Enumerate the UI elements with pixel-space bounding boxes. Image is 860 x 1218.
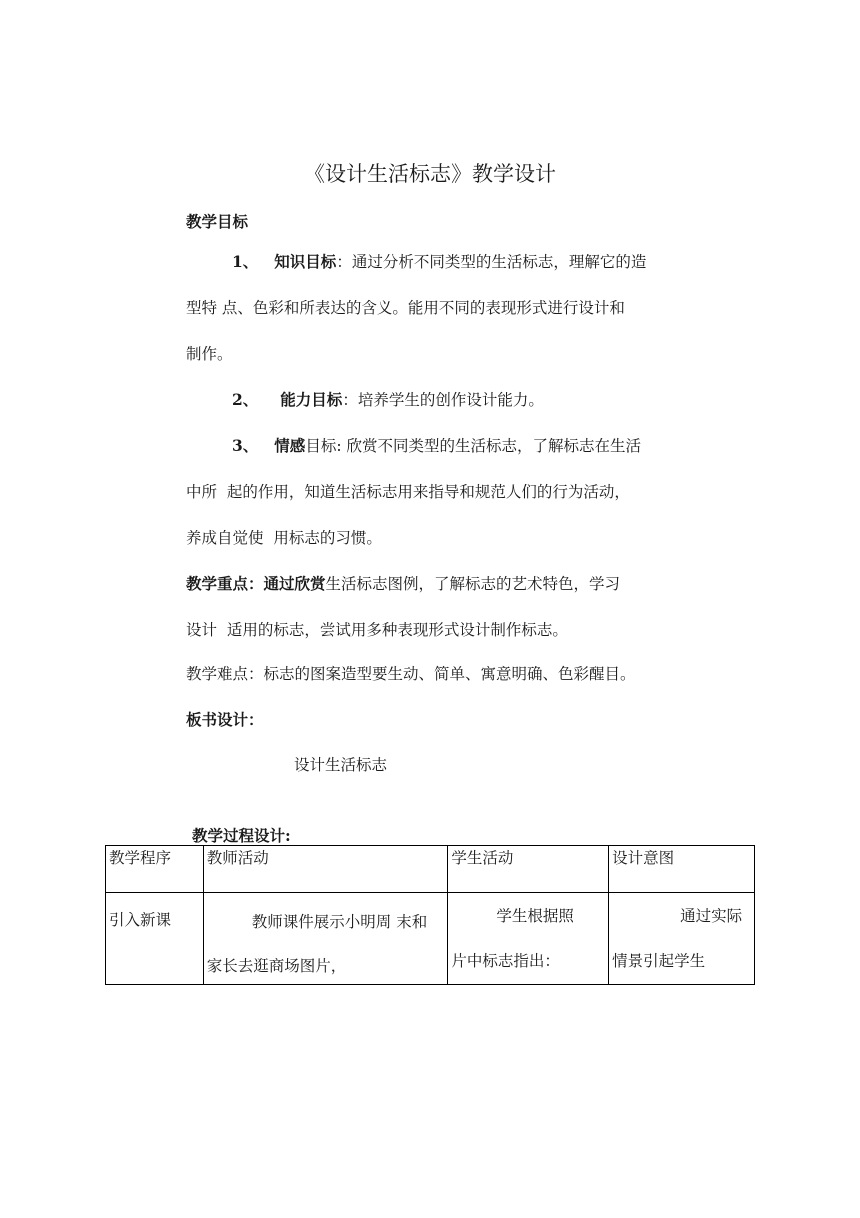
objective-2-colon: ： [342, 391, 358, 409]
teacher-line2: 家长去逛商场图片， [206, 957, 347, 975]
objective-3-line1 [232, 435, 641, 457]
table-header-row [106, 846, 755, 893]
board-heading: 板书设计： [186, 710, 264, 729]
page-title: 《设计生活标志》教学设计 [304, 162, 556, 186]
objective-1-label: 知识目标 [274, 252, 337, 271]
cell-student [448, 893, 609, 985]
objective-3-text: 欣赏不同类型的生活标志，了解标志在生活 [346, 437, 641, 455]
header-teacher: 教师活动 [203, 846, 448, 893]
intent-line1: 通过实际 [680, 907, 743, 925]
objective-1-line1 [232, 251, 646, 273]
objective-3-line2: 中所 起的作用，知道生活标志用来指导和规范人们的行为活动， [186, 483, 630, 501]
objective-2-label: 能力目标 [280, 390, 343, 409]
teacher-line1: 教师课件展示小明周 末和 [251, 913, 428, 931]
cell-teacher [203, 893, 448, 985]
board-content: 设计生活标志 [294, 756, 388, 774]
objective-3-number: 3、 [232, 436, 259, 455]
key-points-label: 教学重点：通过欣赏 [186, 574, 326, 593]
process-table [105, 845, 755, 985]
cell-stage [106, 893, 204, 985]
student-line2: 片中标志指出： [451, 952, 560, 970]
objective-2-number: 2、 [232, 390, 259, 409]
objective-3-line3: 养成自觉使 用标志的习惯。 [186, 529, 382, 547]
header-intent: 设计意图 [609, 846, 755, 893]
key-points-text: 生活标志图例，了解标志的艺术特色，学习 [325, 575, 621, 593]
process-heading: 教学过程设计: [192, 826, 291, 845]
key-points-line2: 设计 适用的标志，尝试用多种表现形式设计制作标志。 [186, 621, 568, 639]
objective-1-number: 1、 [232, 252, 259, 271]
student-line1: 学生根据照 [496, 907, 574, 925]
objective-1-colon: ： [336, 253, 352, 271]
objective-2-text: 培养学生的创作设计能力。 [357, 391, 544, 409]
objective-2 [232, 389, 544, 411]
header-student: 学生活动 [448, 846, 609, 893]
objective-3-label: 情感 [274, 436, 306, 455]
intent-line2: 情景引起学生 [612, 952, 706, 970]
objective-1-text: 通过分析不同类型的生活标志，理解它的造 [351, 253, 647, 271]
key-points-line1 [186, 573, 620, 595]
cell-intent [609, 893, 755, 985]
difficulty: 教学难点：标志的图案造型要生动、简单、寓意明确、色彩醒目。 [186, 665, 636, 683]
objectives-heading: 教学目标 [186, 212, 249, 231]
table-row [106, 893, 755, 985]
objective-3-label-rest: 目标: [305, 437, 347, 455]
objective-1-line3: 制作。 [186, 345, 233, 363]
objective-1-line2: 型特 点、色彩和所表达的含义。能用不同的表现形式进行设计和 [186, 299, 625, 317]
stage-text: 引入新课 [109, 911, 172, 929]
header-stage: 教学程序 [106, 846, 204, 893]
